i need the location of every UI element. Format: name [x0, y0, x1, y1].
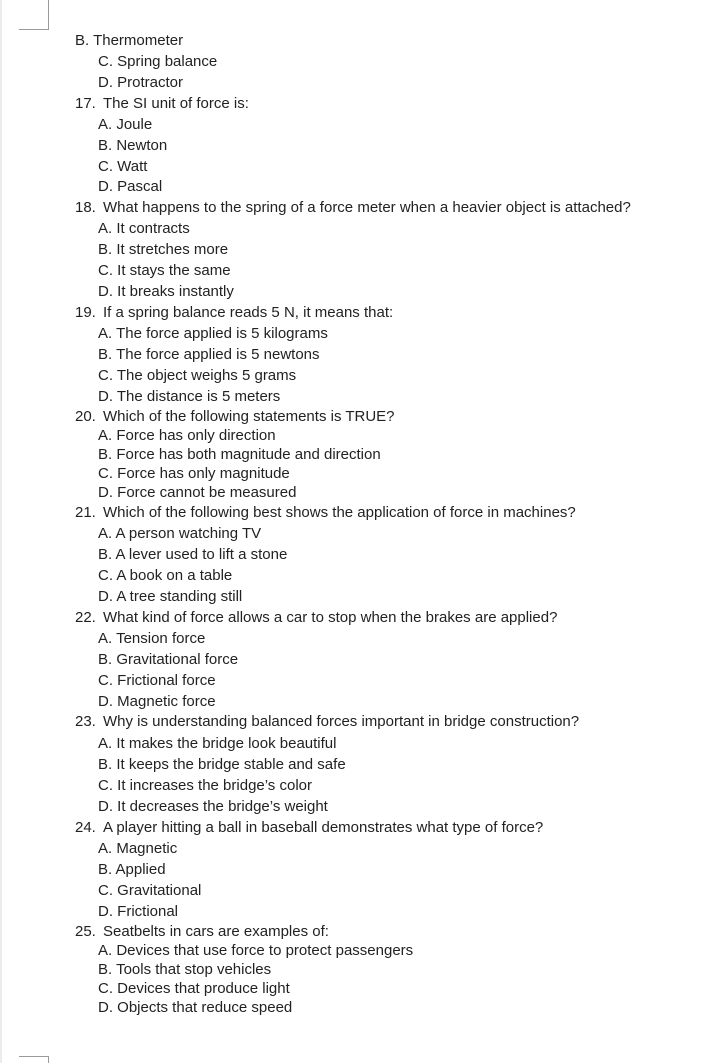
option: D. It decreases the bridge’s weight — [98, 798, 328, 815]
question-text: The SI unit of force is: — [103, 95, 249, 112]
option: D. A tree standing still — [98, 588, 243, 605]
question-text: Seatbelts in cars are examples of: — [103, 923, 329, 940]
option: C. Spring balance — [98, 53, 218, 70]
option: D. Magnetic force — [98, 693, 216, 710]
question-number: 19. — [75, 304, 96, 321]
question-number: 23. — [75, 713, 96, 730]
question-text: A player hitting a ball in baseball demonstrates what type of force? — [103, 819, 544, 836]
option: B. Thermometer — [75, 32, 184, 49]
question-number: 24. — [75, 819, 96, 836]
question — [75, 609, 557, 627]
option: C. A book on a table — [98, 567, 233, 584]
corner-mark-top-vertical — [48, 0, 49, 30]
option: D. Objects that reduce speed — [98, 999, 293, 1016]
question-number: 25. — [75, 923, 96, 940]
page-edge — [0, 0, 2, 1063]
question-number: 18. — [75, 199, 96, 216]
option: B. Applied — [98, 861, 166, 878]
option: C. It increases the bridge’s color — [98, 777, 312, 794]
option: A. A person watching TV — [98, 525, 262, 542]
option: B. Force has both magnitude and direction — [98, 446, 381, 463]
option: C. Watt — [98, 158, 148, 175]
question-text: Why is understanding balanced forces important in bridge construction? — [103, 713, 580, 730]
question — [75, 713, 579, 731]
question — [75, 199, 631, 217]
option: A. It contracts — [98, 220, 190, 237]
question-number: 22. — [75, 609, 96, 626]
question — [75, 408, 395, 426]
option: D. The distance is 5 meters — [98, 388, 281, 405]
option: C. The object weighs 5 grams — [98, 367, 297, 384]
option: C. Force has only magnitude — [98, 465, 290, 482]
option: A. The force applied is 5 kilograms — [98, 325, 328, 342]
question — [75, 95, 249, 113]
option: D. Pascal — [98, 178, 163, 195]
option: B. It stretches more — [98, 241, 229, 258]
question-number: 17. — [75, 95, 96, 112]
option: C. Frictional force — [98, 672, 216, 689]
question-number: 20. — [75, 408, 96, 425]
option: D. It breaks instantly — [98, 283, 234, 300]
option: B. Newton — [98, 137, 168, 154]
question — [75, 819, 543, 837]
option: A. Joule — [98, 116, 153, 133]
question — [75, 304, 393, 322]
option: A. Devices that use force to protect passengers — [98, 942, 414, 959]
option: D. Protractor — [98, 74, 184, 91]
question-number: 21. — [75, 504, 96, 521]
option: C. It stays the same — [98, 262, 231, 279]
option: B. Tools that stop vehicles — [98, 961, 272, 978]
option: D. Force cannot be measured — [98, 484, 297, 501]
option: C. Gravitational — [98, 882, 202, 899]
corner-mark-top-horizontal — [19, 29, 49, 30]
option: B. Gravitational force — [98, 651, 239, 668]
question — [75, 504, 576, 522]
option: A. It makes the bridge look beautiful — [98, 735, 337, 752]
option: A. Force has only direction — [98, 427, 276, 444]
corner-mark-bottom-vertical — [48, 1056, 49, 1063]
question — [75, 923, 329, 941]
option: A. Magnetic — [98, 840, 178, 857]
question-text: Which of the following statements is TRUE? — [103, 408, 395, 425]
option: C. Devices that produce light — [98, 980, 290, 997]
question-text: What happens to the spring of a force meter when a heavier object is attached? — [103, 199, 631, 216]
option: B. It keeps the bridge stable and safe — [98, 756, 346, 773]
question-text: What kind of force allows a car to stop when the brakes are applied? — [103, 609, 558, 626]
option: D. Frictional — [98, 903, 179, 920]
option: B. The force applied is 5 newtons — [98, 346, 320, 363]
question-text: Which of the following best shows the application of force in machines? — [103, 504, 576, 521]
question-text: If a spring balance reads 5 N, it means that: — [103, 304, 394, 321]
option: B. A lever used to lift a stone — [98, 546, 288, 563]
corner-mark-bottom-horizontal — [19, 1056, 49, 1057]
option: A. Tension force — [98, 630, 206, 647]
